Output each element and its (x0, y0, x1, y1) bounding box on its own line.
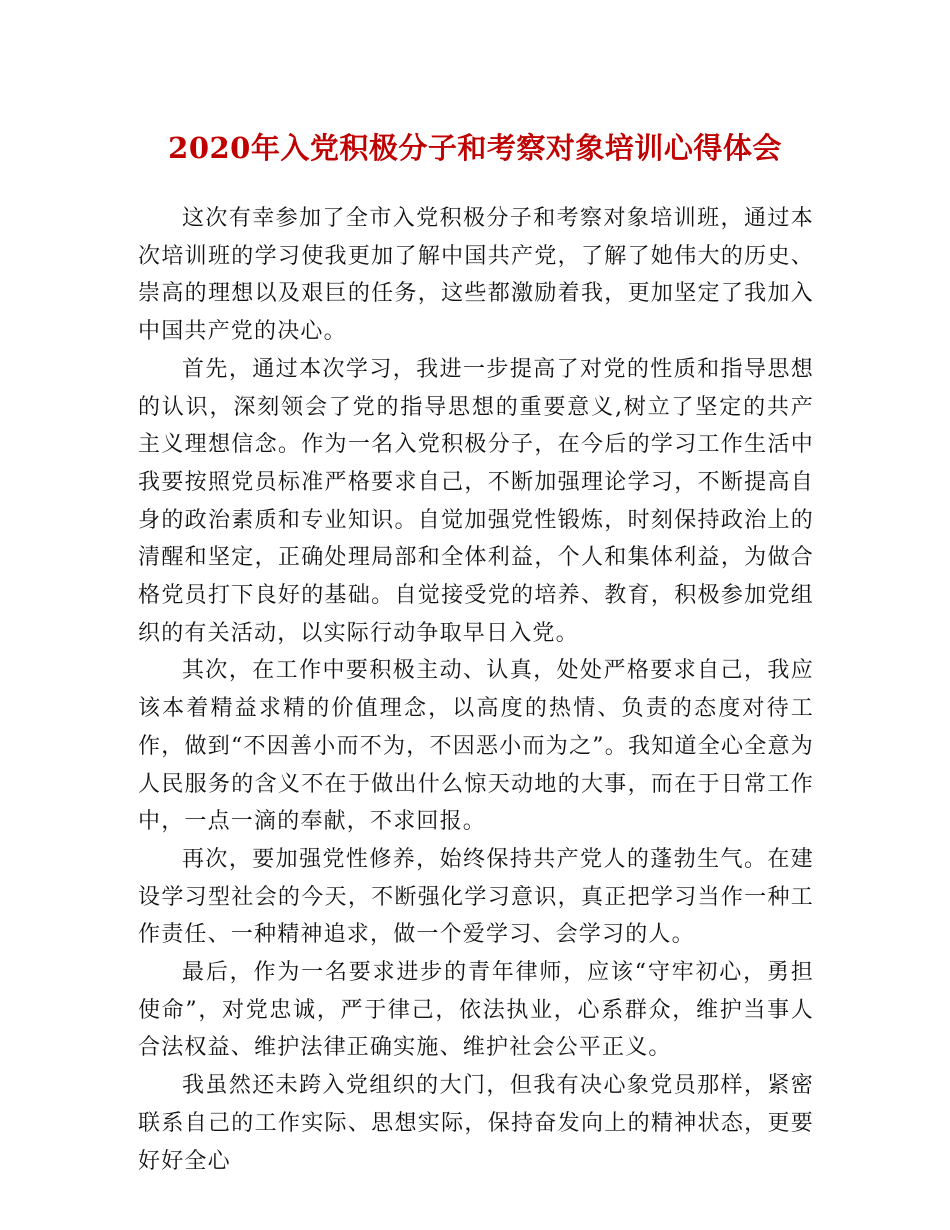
document-body (138, 200, 814, 1180)
paragraph-3: 其次，在工作中要积极主动、认真，处处严格要求自己，我应该本着精益求精的价值理念，以高度的热情、负责的态度对待工作，做到“不因善小而不为，不因恶小而为之”。我知道全心全意为人民服务的含义不在于做出什么惊天动地的大事，而在于日常工作中，一点一滴的奉献，不求回报。 (138, 658, 814, 835)
paragraph-4: 再次，要加强党性修养，始终保持共产党人的蓬勃生气。在建设学习型社会的今天，不断强化学习意识，真正把学习当作一种工作责任、一种精神追求，做一个爱学习、会学习的人。 (138, 846, 814, 948)
paragraph-2: 首先，通过本次学习，我进一步提高了对党的性质和指导思想的认识，深刻领会了党的指导思想的重要意义,树立了坚定的共产主义理想信念。作为一名入党积极分子，在今后的学习工作生活中我要按照党员标准严格要求自己，不断加强理论学习，不断提高自身的政治素质和专业知识。自觉加强党性锻炼，时刻保持政治上的清醒和坚定，正确处理局部和全体利益，个人和集体利益，为做合格党员打下良好的基础。自觉接受党的培养、教育，积极参加党组织的有关活动，以实际行动争取早日入党。 (138, 356, 814, 646)
document-title: 2020年入党积极分子和考察对象培训心得体会 (168, 131, 782, 165)
paragraph-1: 这次有幸参加了全市入党积极分子和考察对象培训班，通过本次培训班的学习使我更加了解中国共产党，了解了她伟大的历史、崇高的理想以及艰巨的任务，这些都激励着我，更加坚定了我加入中国共产党的决心。 (138, 206, 814, 345)
paragraph-5: 最后，作为一名要求进步的青年律师，应该“守牢初心，勇担使命”，对党忠诚，严于律己，依法执业，心系群众，维护当事人合法权益、维护法律正确实施、维护社会公平正义。 (138, 960, 814, 1061)
paragraph-6: 我虽然还未跨入党组织的大门，但我有决心象党员那样，紧密联系自己的工作实际、思想实际，保持奋发向上的精神状态，更要好好全心 (138, 1073, 814, 1174)
